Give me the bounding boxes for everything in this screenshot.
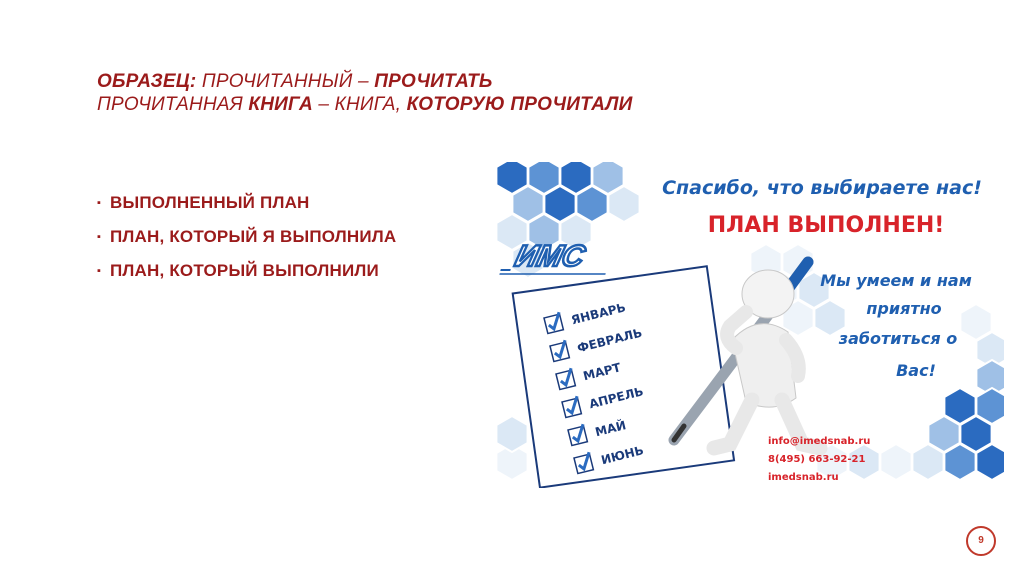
checklist-item: ФЕВРАЛЬ	[575, 325, 644, 356]
bullet-marker-icon: ▪	[97, 231, 102, 243]
slide-number: 9	[978, 535, 984, 546]
title-part: ПРОЧИТАТЬ	[374, 71, 493, 92]
bullet-item	[97, 186, 396, 220]
bullet-text: ПЛАН, КОТОРЫЙ Я ВЫПОЛНИЛА	[110, 227, 397, 246]
checklist-item: ИЮНЬ	[599, 443, 646, 468]
title-part: ОБРАЗЕЦ:	[97, 71, 197, 92]
contact-email: info@imedsnab.ru	[768, 436, 871, 447]
checklist-item: МАЙ	[593, 418, 628, 440]
title-part: КНИГА	[248, 94, 313, 115]
bullet-marker-icon: ▪	[97, 197, 102, 209]
slide-number-badge	[966, 526, 996, 556]
bullet-text: ВЫПОЛНЕННЫЙ ПЛАН	[110, 193, 310, 212]
bullet-list	[97, 186, 396, 288]
checklist-item: ЯНВАРЬ	[569, 300, 628, 328]
message-line: Вас!	[896, 361, 936, 380]
title-part: ПРОЧИТАННЫЙ –	[196, 71, 375, 92]
checklist-item: АПРЕЛЬ	[587, 384, 645, 412]
bullet-marker-icon: ▪	[97, 265, 102, 277]
contact-site: imedsnab.ru	[768, 472, 839, 483]
bullet-item	[97, 220, 396, 254]
message-line: приятно	[866, 299, 942, 318]
title-part: КОТОРУЮ ПРОЧИТАЛИ	[406, 94, 633, 115]
title-part: ПРОЧИТАННАЯ	[97, 94, 249, 115]
slide-title	[97, 70, 857, 116]
headline-text: Спасибо, что выбираете нас!	[662, 177, 982, 199]
message-line: заботиться о	[838, 329, 958, 348]
title-line-1	[97, 70, 857, 93]
banner-image	[496, 162, 1004, 488]
logo-text: ИМС	[511, 239, 589, 273]
checklist-item: МАРТ	[581, 360, 623, 384]
banner-title-text: ПЛАН ВЫПОЛНЕН!	[707, 213, 945, 238]
title-part: – КНИГА,	[312, 94, 407, 115]
bullet-text: ПЛАН, КОТОРЫЙ ВЫПОЛНИЛИ	[110, 261, 379, 280]
contact-phone: 8(495) 663-92-21	[768, 454, 866, 465]
bullet-item	[97, 254, 396, 288]
message-line: Мы умеем и нам	[820, 271, 972, 290]
title-line-2	[97, 93, 857, 116]
